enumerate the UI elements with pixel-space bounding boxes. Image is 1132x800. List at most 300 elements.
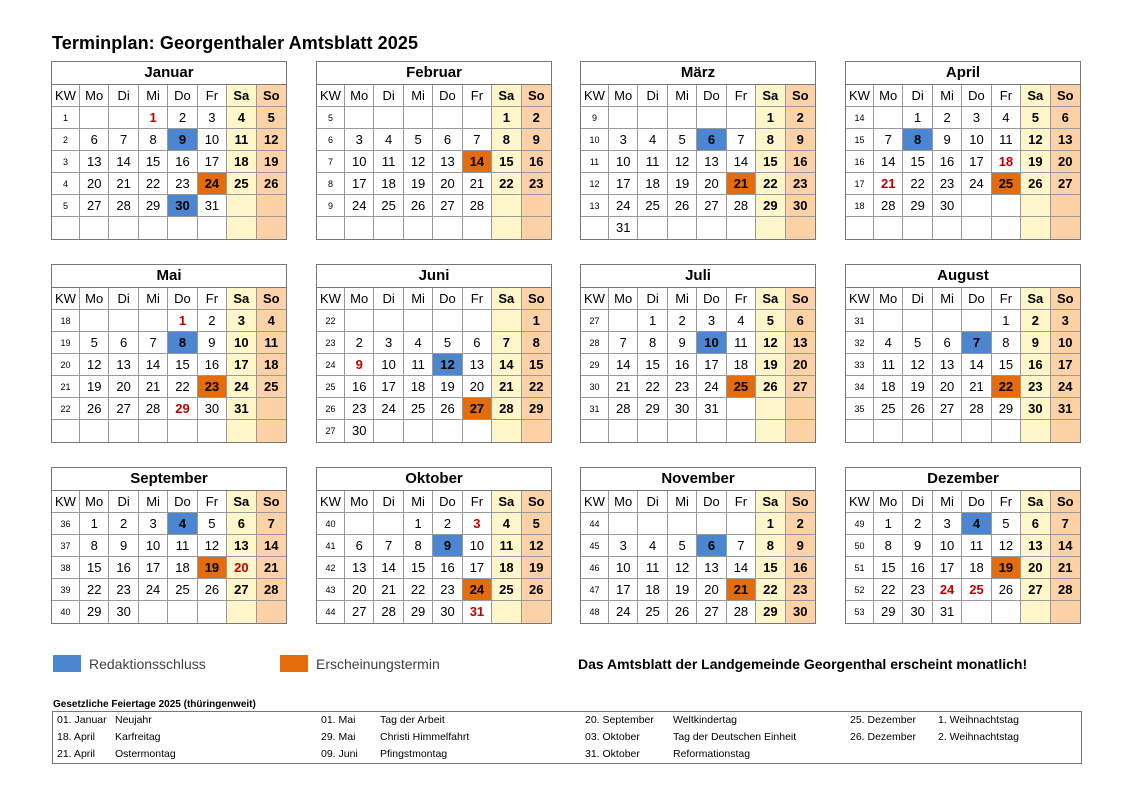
day-cell: 6 xyxy=(433,129,462,151)
day-cell: 20 xyxy=(80,173,109,195)
day-cell: 2 xyxy=(668,310,697,332)
day-cell: 24 xyxy=(933,579,962,601)
day-cell: 14 xyxy=(962,354,991,376)
day-cell: 27 xyxy=(1021,579,1050,601)
day-cell: 15 xyxy=(756,151,785,173)
day-cell: 24 xyxy=(962,173,991,195)
day-cell xyxy=(433,107,462,129)
day-cell: 25 xyxy=(992,173,1021,195)
day-cell: 30 xyxy=(668,398,697,420)
day-cell: 14 xyxy=(109,151,138,173)
day-cell xyxy=(933,217,962,239)
day-cell xyxy=(903,217,932,239)
day-cell: 23 xyxy=(433,579,462,601)
day-cell xyxy=(463,107,492,129)
weekday-header: Mo xyxy=(874,85,903,107)
weekday-header: So xyxy=(257,491,286,513)
day-cell: 10 xyxy=(463,535,492,557)
holiday-name: Neujahr xyxy=(115,714,152,726)
day-cell xyxy=(668,513,697,535)
day-cell: 9 xyxy=(1021,332,1050,354)
day-cell xyxy=(962,217,991,239)
day-cell: 21 xyxy=(463,173,492,195)
day-cell: 4 xyxy=(874,332,903,354)
day-cell: 28 xyxy=(1051,579,1080,601)
day-cell: 28 xyxy=(727,601,756,623)
day-cell: 13 xyxy=(433,151,462,173)
holiday-date: 01. Januar xyxy=(57,714,107,726)
day-cell: 13 xyxy=(697,557,726,579)
weekday-header: Sa xyxy=(492,288,521,310)
day-cell: 16 xyxy=(345,376,374,398)
day-cell: 10 xyxy=(933,535,962,557)
day-cell: 8 xyxy=(638,332,667,354)
holiday-name: Ostermontag xyxy=(115,748,176,760)
day-cell: 5 xyxy=(522,513,551,535)
holiday-date: 01. Mai xyxy=(321,714,356,726)
day-cell: 11 xyxy=(227,129,256,151)
day-cell xyxy=(522,420,551,442)
weekday-header: Do xyxy=(168,85,197,107)
month-oktober xyxy=(316,467,552,624)
day-cell: 12 xyxy=(992,535,1021,557)
day-cell: 26 xyxy=(198,579,227,601)
day-cell: 27 xyxy=(227,579,256,601)
weekday-header: Do xyxy=(962,491,991,513)
day-cell: 10 xyxy=(227,332,256,354)
day-cell: 18 xyxy=(257,354,286,376)
day-cell: 23 xyxy=(786,173,815,195)
day-cell: 31 xyxy=(198,195,227,217)
erscheinungstermin-swatch xyxy=(280,655,308,672)
day-cell: 24 xyxy=(345,195,374,217)
day-cell: 19 xyxy=(668,173,697,195)
month-name: November xyxy=(581,468,815,491)
week-number: 16 xyxy=(846,151,874,173)
weekday-header: KW xyxy=(581,85,609,107)
day-cell: 9 xyxy=(786,129,815,151)
day-cell xyxy=(756,420,785,442)
weekday-header: Sa xyxy=(227,491,256,513)
week-number: 28 xyxy=(581,332,609,354)
day-cell: 11 xyxy=(168,535,197,557)
day-cell: 20 xyxy=(697,579,726,601)
day-cell: 27 xyxy=(786,376,815,398)
day-cell: 6 xyxy=(786,310,815,332)
day-cell: 25 xyxy=(962,579,991,601)
day-cell: 22 xyxy=(638,376,667,398)
day-cell: 16 xyxy=(668,354,697,376)
day-cell xyxy=(697,513,726,535)
day-cell xyxy=(727,107,756,129)
day-cell: 8 xyxy=(756,535,785,557)
day-cell: 26 xyxy=(522,579,551,601)
week-number: 17 xyxy=(846,173,874,195)
day-cell: 28 xyxy=(257,579,286,601)
day-cell: 6 xyxy=(227,513,256,535)
day-cell: 4 xyxy=(638,129,667,151)
weekday-header: KW xyxy=(846,85,874,107)
day-cell: 8 xyxy=(139,129,168,151)
day-cell: 3 xyxy=(933,513,962,535)
weekday-header: So xyxy=(522,491,551,513)
week-number: 27 xyxy=(581,310,609,332)
day-cell: 29 xyxy=(404,601,433,623)
day-cell: 22 xyxy=(139,173,168,195)
weekday-header: Do xyxy=(433,85,462,107)
day-cell: 11 xyxy=(257,332,286,354)
day-cell: 6 xyxy=(109,332,138,354)
day-cell: 24 xyxy=(463,579,492,601)
day-cell: 15 xyxy=(492,151,521,173)
holiday-date: 18. April xyxy=(57,731,95,743)
day-cell: 28 xyxy=(874,195,903,217)
weekday-header: KW xyxy=(52,85,80,107)
week-number: 9 xyxy=(317,195,345,217)
day-cell: 30 xyxy=(345,420,374,442)
day-cell: 30 xyxy=(1021,398,1050,420)
weekday-header: KW xyxy=(52,491,80,513)
day-cell: 25 xyxy=(638,601,667,623)
day-cell: 20 xyxy=(433,173,462,195)
day-cell xyxy=(1051,601,1080,623)
day-cell: 24 xyxy=(227,376,256,398)
day-cell: 3 xyxy=(227,310,256,332)
day-cell: 17 xyxy=(609,579,638,601)
day-cell: 5 xyxy=(198,513,227,535)
day-cell: 2 xyxy=(786,513,815,535)
week-number: 5 xyxy=(52,195,80,217)
day-cell: 15 xyxy=(638,354,667,376)
day-cell xyxy=(433,420,462,442)
day-cell: 5 xyxy=(404,129,433,151)
day-cell: 12 xyxy=(404,151,433,173)
day-cell: 27 xyxy=(463,398,492,420)
holiday-name: Tag der Arbeit xyxy=(380,714,445,726)
day-cell: 6 xyxy=(933,332,962,354)
day-cell xyxy=(962,310,991,332)
day-cell xyxy=(227,195,256,217)
day-cell: 18 xyxy=(962,557,991,579)
day-cell: 1 xyxy=(80,513,109,535)
day-cell: 22 xyxy=(992,376,1021,398)
day-cell: 30 xyxy=(786,601,815,623)
weekday-header: Mo xyxy=(80,85,109,107)
day-cell: 11 xyxy=(962,535,991,557)
day-cell: 1 xyxy=(756,107,785,129)
week-number: 33 xyxy=(846,354,874,376)
weekday-header: Di xyxy=(903,491,932,513)
day-cell: 19 xyxy=(257,151,286,173)
weekday-header: Fr xyxy=(198,491,227,513)
week-number: 48 xyxy=(581,601,609,623)
day-cell xyxy=(463,310,492,332)
weekday-header: Mi xyxy=(668,491,697,513)
redaktionsschluss-swatch xyxy=(53,655,81,672)
day-cell: 7 xyxy=(1051,513,1080,535)
day-cell xyxy=(492,420,521,442)
day-cell: 11 xyxy=(874,354,903,376)
day-cell: 27 xyxy=(697,195,726,217)
weekday-header: Fr xyxy=(463,491,492,513)
weekday-header: Di xyxy=(903,288,932,310)
weekday-header: So xyxy=(786,288,815,310)
week-number: 11 xyxy=(581,151,609,173)
day-cell: 12 xyxy=(903,354,932,376)
day-cell: 5 xyxy=(668,535,697,557)
week-number: 51 xyxy=(846,557,874,579)
day-cell: 13 xyxy=(1021,535,1050,557)
day-cell: 6 xyxy=(697,129,726,151)
day-cell xyxy=(697,217,726,239)
month-juli xyxy=(580,264,816,443)
day-cell xyxy=(727,217,756,239)
week-number xyxy=(581,420,609,442)
month-days-grid xyxy=(581,85,815,239)
day-cell xyxy=(257,195,286,217)
holiday-date: 03. Oktober xyxy=(585,731,640,743)
day-cell: 23 xyxy=(109,579,138,601)
day-cell: 29 xyxy=(756,195,785,217)
week-number: 44 xyxy=(581,513,609,535)
day-cell: 26 xyxy=(903,398,932,420)
weekday-header: Mi xyxy=(933,491,962,513)
weekday-header: KW xyxy=(317,85,345,107)
weekday-header: Mi xyxy=(668,288,697,310)
day-cell: 11 xyxy=(992,129,1021,151)
day-cell: 3 xyxy=(345,129,374,151)
day-cell: 5 xyxy=(756,310,785,332)
day-cell: 11 xyxy=(638,151,667,173)
day-cell: 20 xyxy=(786,354,815,376)
day-cell: 5 xyxy=(433,332,462,354)
week-number: 15 xyxy=(846,129,874,151)
day-cell xyxy=(227,601,256,623)
day-cell: 16 xyxy=(109,557,138,579)
day-cell xyxy=(1051,195,1080,217)
week-number: 8 xyxy=(317,173,345,195)
month-days-grid xyxy=(581,288,815,442)
day-cell: 14 xyxy=(492,354,521,376)
day-cell xyxy=(257,601,286,623)
day-cell xyxy=(1051,217,1080,239)
day-cell: 18 xyxy=(227,151,256,173)
day-cell: 19 xyxy=(522,557,551,579)
day-cell: 7 xyxy=(109,129,138,151)
day-cell: 11 xyxy=(492,535,521,557)
day-cell: 16 xyxy=(786,557,815,579)
week-number: 7 xyxy=(317,151,345,173)
weekday-header: Do xyxy=(433,288,462,310)
day-cell: 13 xyxy=(697,151,726,173)
week-number: 44 xyxy=(317,601,345,623)
weekday-header: Fr xyxy=(992,85,1021,107)
day-cell: 9 xyxy=(345,354,374,376)
day-cell xyxy=(492,195,521,217)
weekday-header: Mi xyxy=(139,491,168,513)
day-cell: 17 xyxy=(374,376,403,398)
week-number: 37 xyxy=(52,535,80,557)
day-cell: 26 xyxy=(404,195,433,217)
day-cell: 29 xyxy=(168,398,197,420)
week-number: 34 xyxy=(846,376,874,398)
day-cell: 16 xyxy=(168,151,197,173)
weekday-header: Do xyxy=(433,491,462,513)
day-cell xyxy=(522,601,551,623)
day-cell: 18 xyxy=(404,376,433,398)
day-cell: 27 xyxy=(697,601,726,623)
day-cell: 1 xyxy=(168,310,197,332)
day-cell: 10 xyxy=(139,535,168,557)
day-cell: 13 xyxy=(227,535,256,557)
month-name: Juli xyxy=(581,265,815,288)
month-name: Mai xyxy=(52,265,286,288)
weekday-header: Do xyxy=(697,491,726,513)
day-cell: 2 xyxy=(433,513,462,535)
holiday-name: Christi Himmelfahrt xyxy=(380,731,470,743)
day-cell: 19 xyxy=(756,354,785,376)
day-cell: 22 xyxy=(874,579,903,601)
month-days-grid xyxy=(846,491,1080,623)
week-number: 27 xyxy=(317,420,345,442)
day-cell xyxy=(786,420,815,442)
week-number: 38 xyxy=(52,557,80,579)
week-number xyxy=(846,420,874,442)
month-days-grid xyxy=(317,288,551,442)
weekday-header: So xyxy=(522,85,551,107)
day-cell: 2 xyxy=(903,513,932,535)
weekday-header: Sa xyxy=(1021,85,1050,107)
month-september xyxy=(51,467,287,624)
weekday-header: Sa xyxy=(1021,491,1050,513)
day-cell xyxy=(874,217,903,239)
weekday-header: Sa xyxy=(227,288,256,310)
day-cell xyxy=(638,513,667,535)
month-days-grid xyxy=(846,85,1080,239)
day-cell: 21 xyxy=(109,173,138,195)
weekday-header: Mi xyxy=(933,85,962,107)
weekday-header: Di xyxy=(903,85,932,107)
weekday-header: So xyxy=(1051,85,1080,107)
holiday-name: 2. Weihnachtstag xyxy=(938,731,1019,743)
day-cell: 5 xyxy=(257,107,286,129)
day-cell: 16 xyxy=(522,151,551,173)
week-number: 9 xyxy=(581,107,609,129)
day-cell xyxy=(227,420,256,442)
day-cell xyxy=(874,310,903,332)
day-cell: 17 xyxy=(933,557,962,579)
weekday-header: Di xyxy=(374,491,403,513)
day-cell: 4 xyxy=(227,107,256,129)
day-cell: 18 xyxy=(374,173,403,195)
day-cell: 19 xyxy=(668,579,697,601)
day-cell: 15 xyxy=(168,354,197,376)
holiday-date: 21. April xyxy=(57,748,95,760)
day-cell: 12 xyxy=(80,354,109,376)
day-cell xyxy=(992,420,1021,442)
weekday-header: Fr xyxy=(463,85,492,107)
day-cell: 2 xyxy=(522,107,551,129)
day-cell xyxy=(786,217,815,239)
weekday-header: Mo xyxy=(609,288,638,310)
day-cell: 2 xyxy=(1021,310,1050,332)
weekday-header: So xyxy=(1051,491,1080,513)
day-cell: 26 xyxy=(257,173,286,195)
day-cell: 26 xyxy=(433,398,462,420)
day-cell xyxy=(1021,420,1050,442)
weekday-header: KW xyxy=(846,491,874,513)
day-cell xyxy=(609,420,638,442)
day-cell xyxy=(463,420,492,442)
day-cell xyxy=(992,601,1021,623)
month-dezember xyxy=(845,467,1081,624)
day-cell: 8 xyxy=(874,535,903,557)
week-number: 42 xyxy=(317,557,345,579)
month-days-grid xyxy=(846,288,1080,442)
day-cell xyxy=(1021,601,1050,623)
day-cell: 21 xyxy=(962,376,991,398)
day-cell: 30 xyxy=(198,398,227,420)
month-mai xyxy=(51,264,287,443)
month-name: Juni xyxy=(317,265,551,288)
month-name: September xyxy=(52,468,286,491)
weekday-header: Sa xyxy=(492,491,521,513)
day-cell: 13 xyxy=(1051,129,1080,151)
day-cell xyxy=(168,601,197,623)
day-cell: 20 xyxy=(109,376,138,398)
day-cell: 30 xyxy=(903,601,932,623)
week-number: 22 xyxy=(317,310,345,332)
month-april xyxy=(845,61,1081,240)
day-cell: 22 xyxy=(492,173,521,195)
day-cell: 14 xyxy=(609,354,638,376)
weekday-header: KW xyxy=(317,491,345,513)
weekday-header: Fr xyxy=(727,288,756,310)
weekday-header: Sa xyxy=(227,85,256,107)
day-cell: 18 xyxy=(727,354,756,376)
day-cell: 16 xyxy=(933,151,962,173)
day-cell: 17 xyxy=(227,354,256,376)
week-number xyxy=(581,217,609,239)
day-cell: 23 xyxy=(168,173,197,195)
weekday-header: Fr xyxy=(198,85,227,107)
weekday-header: KW xyxy=(52,288,80,310)
day-cell: 13 xyxy=(80,151,109,173)
day-cell xyxy=(463,217,492,239)
month-märz xyxy=(580,61,816,240)
day-cell: 10 xyxy=(374,354,403,376)
day-cell xyxy=(345,513,374,535)
day-cell xyxy=(903,420,932,442)
day-cell: 18 xyxy=(638,579,667,601)
day-cell xyxy=(522,195,551,217)
day-cell: 17 xyxy=(345,173,374,195)
day-cell: 23 xyxy=(198,376,227,398)
weekday-header: KW xyxy=(317,288,345,310)
weekday-header: Di xyxy=(109,491,138,513)
month-name: Oktober xyxy=(317,468,551,491)
day-cell: 8 xyxy=(168,332,197,354)
day-cell: 16 xyxy=(786,151,815,173)
holiday-name: Karfreitag xyxy=(115,731,161,743)
day-cell: 23 xyxy=(786,579,815,601)
day-cell: 5 xyxy=(80,332,109,354)
day-cell: 2 xyxy=(345,332,374,354)
day-cell: 25 xyxy=(257,376,286,398)
week-number: 52 xyxy=(846,579,874,601)
day-cell xyxy=(168,217,197,239)
weekday-header: Fr xyxy=(992,288,1021,310)
